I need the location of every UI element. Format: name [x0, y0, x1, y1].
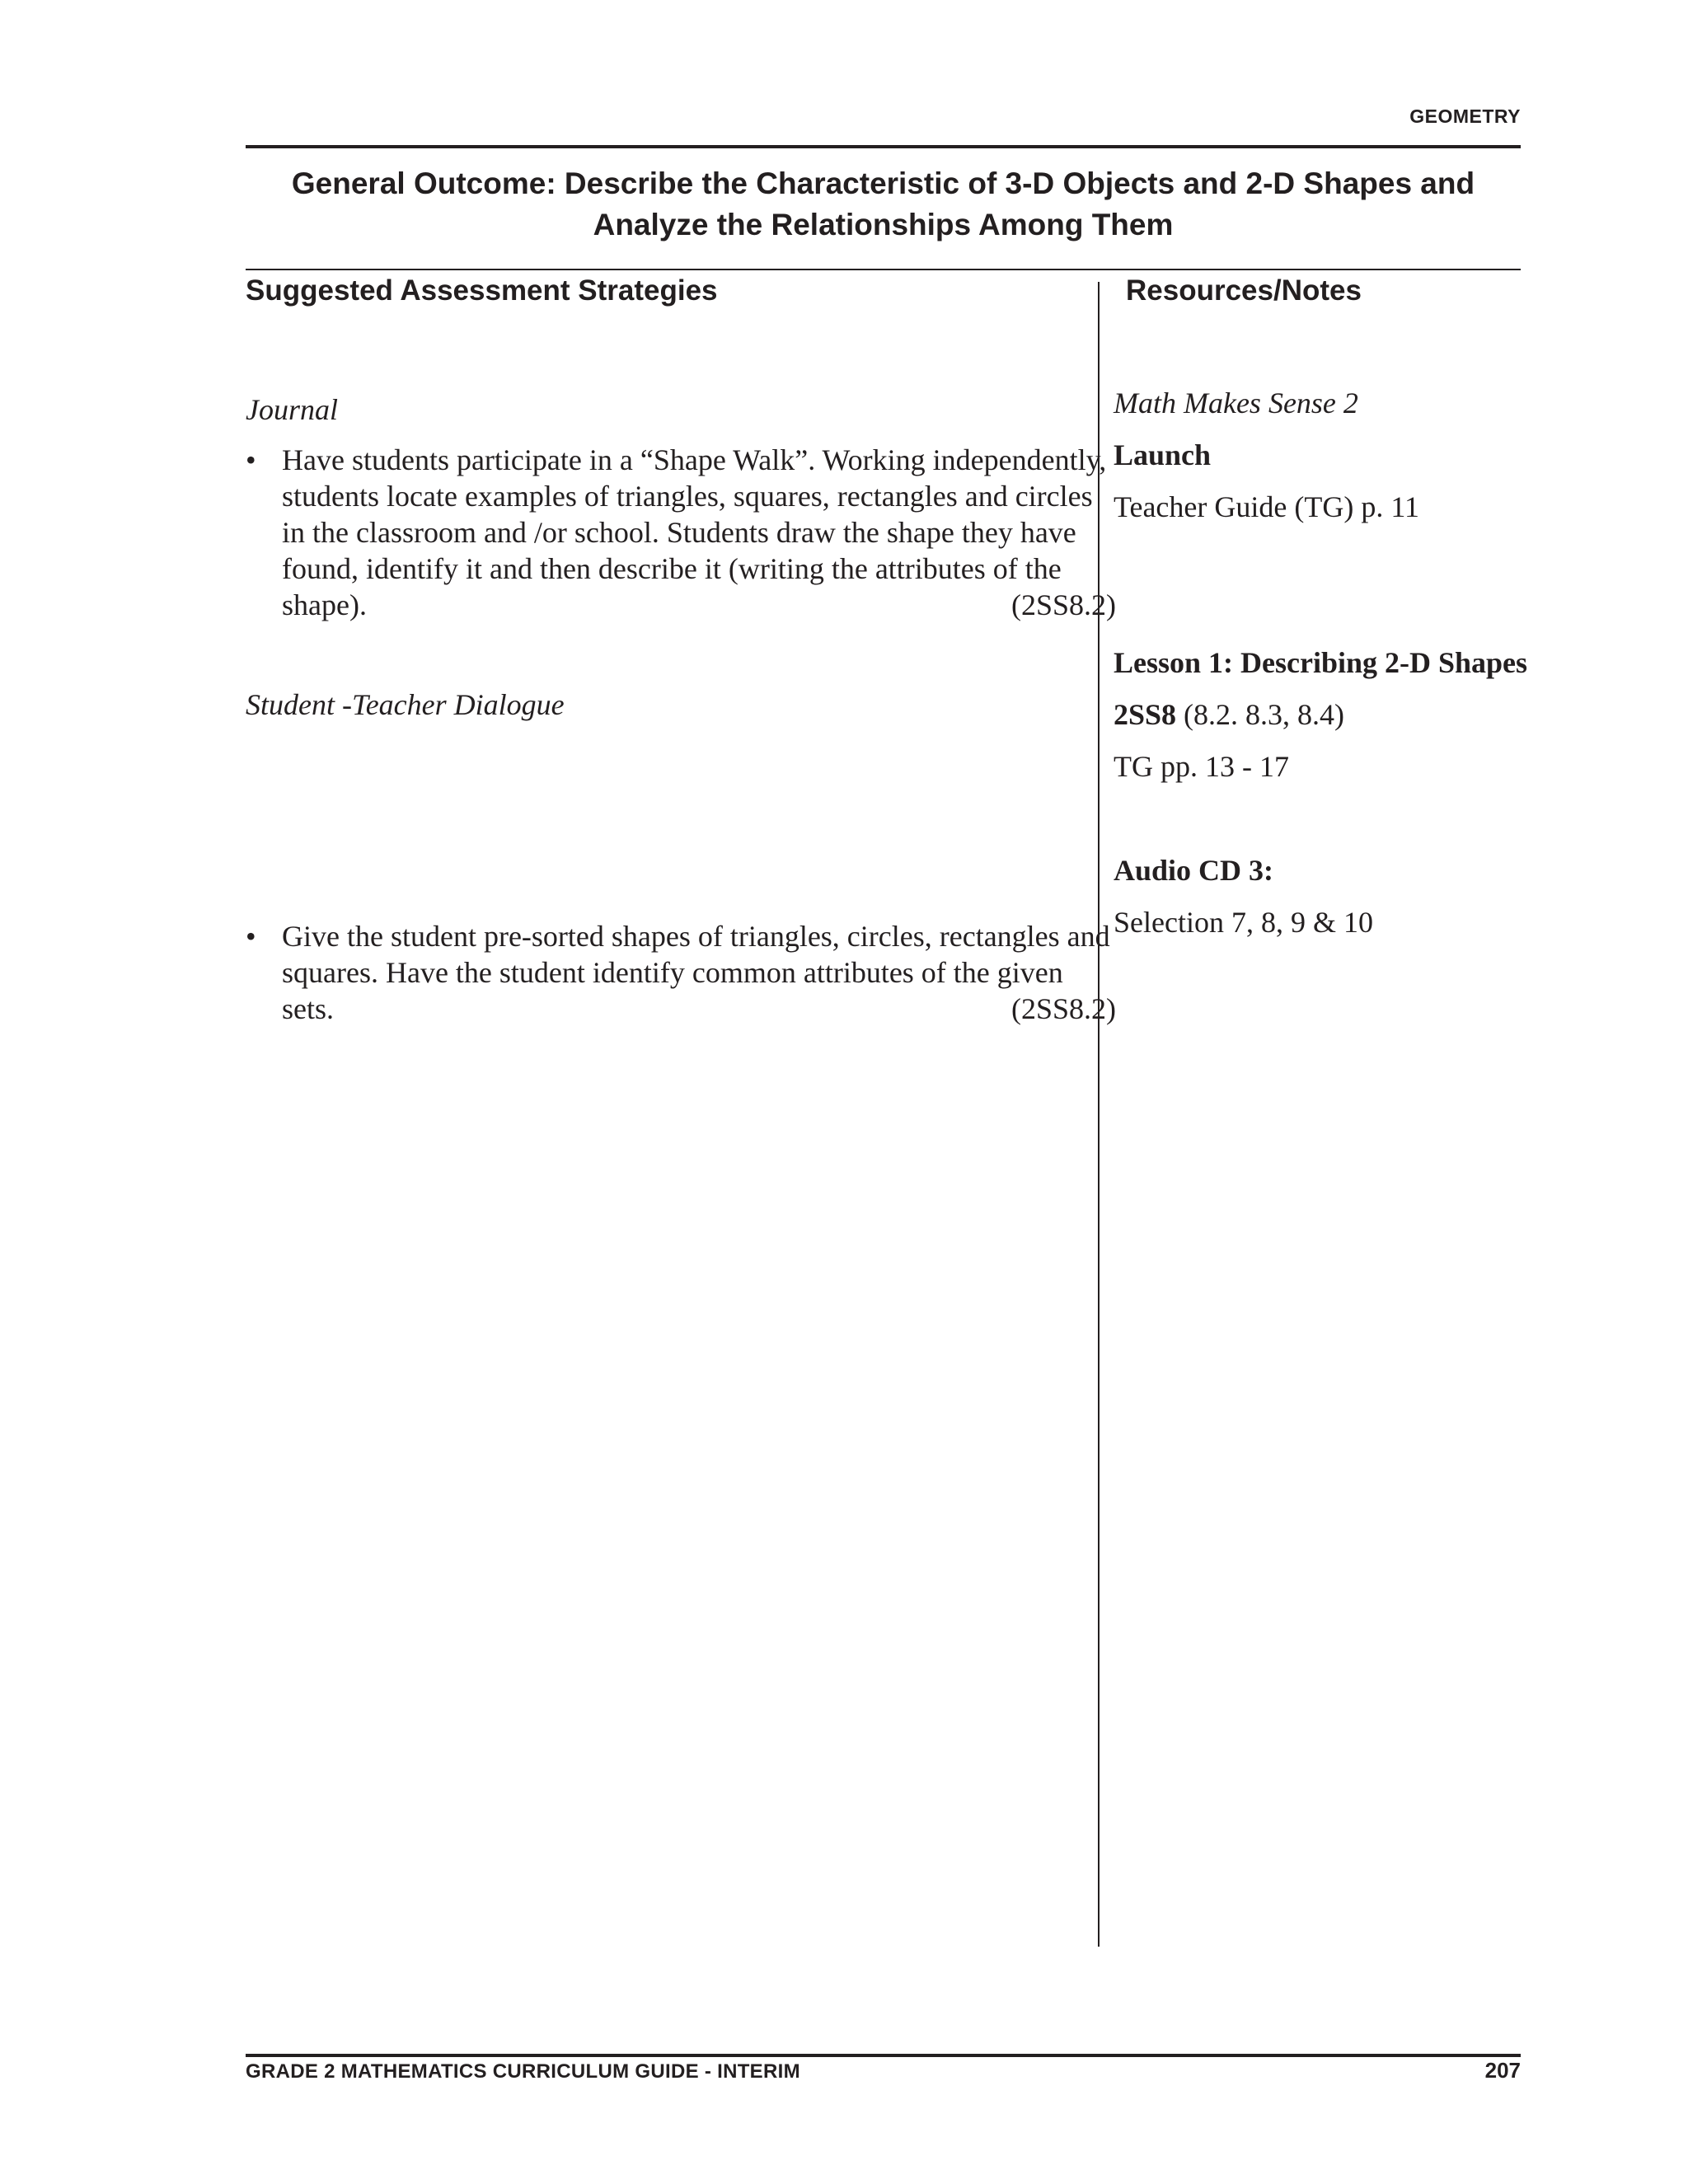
lesson-code: 2SS8 [1114, 698, 1177, 731]
footer-title: GRADE 2 MATHEMATICS CURRICULUM GUIDE - INTERIM [246, 2060, 800, 2083]
section-label: GEOMETRY [1409, 105, 1521, 127]
resource-book-title: Math Makes Sense 2 [1114, 387, 1358, 419]
assessment-column-heading: Suggested Assessment Strategies [246, 274, 718, 307]
outcome-rule [246, 269, 1521, 270]
page-number: 207 [1484, 2058, 1521, 2083]
resource-lesson-title: Lesson 1: Describing 2-D Shapes [1114, 646, 1528, 679]
resource-launch-label: Launch [1114, 438, 1212, 471]
resource-lesson-pages: TG pp. 13 - 17 [1114, 750, 1289, 783]
dialogue-text: Give the student pre-sorted shapes of triangles, circles, rectangles and squares. Have the student identify common attributes of the given sets. [282, 920, 1110, 1025]
resource-launch-ref: Teacher Guide (TG) p. 11 [1114, 490, 1419, 523]
resources-column-heading: Resources/Notes [1126, 274, 1362, 307]
outcome-line-2: Analyze the Relationships Among Them [593, 208, 1174, 241]
general-outcome-heading [246, 163, 1521, 246]
resource-audio-label: Audio CD 3: [1114, 854, 1274, 887]
footer-rule [246, 2054, 1521, 2057]
journal-reference: (2SS8.2) [1010, 588, 1116, 621]
header-rule [246, 145, 1521, 148]
journal-label: Journal [246, 393, 338, 426]
bullet-icon: • [246, 443, 256, 476]
outcome-line-1: General Outcome: Describe the Characteristic of 3-D Objects and 2-D Shapes and [291, 166, 1475, 200]
journal-text: Have students participate in a “Shape Walk”. Working independently, students locate examples of triangles, squares, rectangles and circles in the classroom and /or school. Students draw the shape they have found, identify it and then describe it (writing the attributes of the shape). [282, 443, 1107, 621]
dialogue-label: Student -Teacher Dialogue [246, 688, 565, 721]
resource-lesson-outcomes [1114, 697, 1344, 732]
bullet-icon: • [246, 920, 256, 953]
dialogue-bullet [246, 918, 1116, 1027]
dialogue-reference: (2SS8.2) [1010, 992, 1116, 1025]
resource-audio-selection: Selection 7, 8, 9 & 10 [1114, 906, 1373, 939]
lesson-outcome-list: (8.2. 8.3, 8.4) [1176, 698, 1345, 731]
journal-bullet [246, 442, 1116, 623]
